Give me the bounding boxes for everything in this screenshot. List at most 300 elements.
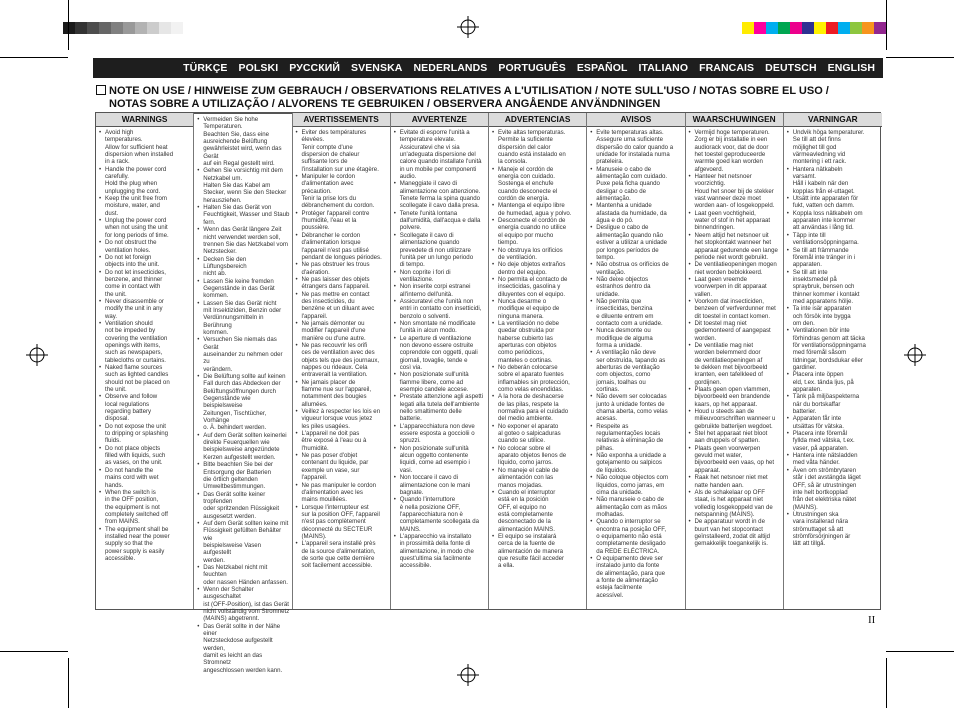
- list-item-text: Das Netzkabel nicht mit feuchten oder nassen Händen anfassen.: [203, 563, 288, 586]
- list-item: [492, 261, 585, 276]
- list-item-text: Decken Sie den Lüftungsbereich nicht ab.: [203, 255, 247, 278]
- list-item-text: No deje objetos extraños dentro del equipo.: [498, 261, 566, 276]
- list-item-text: Do not handle the mains cord with wet hands.: [105, 466, 159, 489]
- list-item-text: No maneje el cable de alimentación con las manos mojadas.: [498, 466, 559, 489]
- list-item-text: Do not obstruct the ventilation holes.: [105, 239, 157, 254]
- list-item-text: Non posizionate sull'unità fiamme libere, come ad esempio candele accese.: [399, 371, 469, 394]
- language-label: ENGLISH: [827, 62, 875, 74]
- list-item-text: L'appareil sera installé près de la source d'alimentation, de sorte que cette dernière soit facilement accessible.: [301, 540, 376, 570]
- calibration-swatch: [123, 22, 135, 34]
- list-item-text: Non smontate né modificate l'unità in alcun modo.: [399, 319, 476, 335]
- list-item-text: Non toccare il cavo di alimentazione con le mani bagnate.: [399, 474, 471, 496]
- list-item: [689, 408, 782, 430]
- list-item: [590, 129, 683, 166]
- calibration-swatch: [766, 22, 778, 34]
- list-item-text: Laat geen vreemde voorwerpen in dit apparaat vallen.: [694, 275, 767, 298]
- list-item-text: Gehen Sie vorsichtig mit dem Netzkabel um. Halten Sie das Kabel am Stecker, wenn Sie den Stecker herausziehen.: [203, 167, 287, 204]
- list-item: [492, 533, 585, 570]
- list-item: [689, 129, 782, 173]
- list-item: [590, 349, 683, 393]
- list-item-text: Neem altijd het netsnoer uit het stopkontakt wanneer het apparaat gedurende een lange periode niet wordt gebruikt.: [694, 231, 778, 261]
- list-item: [492, 202, 585, 217]
- list-item: [296, 408, 389, 430]
- list-item-text: Protéger l'appareil contre l'humidité, l'eau et la poussière.: [301, 209, 370, 232]
- list-item-text: Scollegate il cavo di alimentazione quando prevedete di non utilizzare l'unità per un lungo periodo di tempo.: [399, 231, 474, 269]
- list-item-text: Non posizionate sull'unità alcun oggetto contenente liquidi, come ad esempio i vasi.: [399, 444, 470, 474]
- list-item: [394, 129, 487, 180]
- warning-column: [194, 113, 292, 674]
- heading-line-1: NOTE ON USE / HINWEISE ZUM GEBRAUCH / OBSERVATIONS RELATIVES A L'UTILISATION / NOTE SULL'USO / NOTAS SOBRE EL USO /: [109, 85, 829, 97]
- list-item-text: No colocar sobre el aparato objetos llenos de líquido, como jarros.: [498, 444, 567, 467]
- list-item-text: Placera inte öppen eld, t.ex. tända ljus, på apparaten.: [792, 371, 854, 394]
- warnings-table: [95, 112, 881, 674]
- crop-mark: [68, 658, 69, 708]
- list-item: [197, 278, 290, 300]
- list-item: [99, 166, 192, 195]
- list-item: [197, 226, 290, 255]
- list-item: [787, 371, 881, 393]
- list-item-text: Halten Sie das Gerät von Feuchtigkeit, Wasser und Staub fern.: [203, 204, 290, 226]
- list-item-text: Ne pas laisser des objets étrangers dans l'appareil.: [301, 275, 370, 291]
- list-item-text: No obstruya los orificios de ventilación.: [498, 246, 563, 261]
- list-item: [492, 423, 585, 445]
- list-item: [787, 327, 881, 371]
- list-item-text: Vermeiden Sie hohe Temperaturen. Beachten Sie, dass eine ausreichende Belüftung gewährleistet wird, wenn das Gerät auf ein Regal gestellt wird.: [203, 116, 282, 168]
- list-item-text: L'apparecchiatura non deve essere esposta a gocciolii o spruzzi.: [399, 422, 475, 445]
- list-item: [197, 491, 290, 520]
- list-item: [787, 210, 881, 232]
- calibration-swatch: [135, 22, 147, 34]
- calibration-swatch: [63, 22, 75, 34]
- heading-line-2: NOTAS SOBRE A UTILIZAÇÃO / ALVORENS TE GEBRUIKEN / OBSERVERA ANGÅENDE ANVÄNDNINGEN: [109, 98, 661, 110]
- language-label: PORTUGUÊS: [498, 62, 566, 74]
- calibration-swatch: [778, 22, 790, 34]
- list-item: [492, 393, 585, 422]
- list-item: [197, 432, 290, 461]
- warning-column: [96, 113, 194, 609]
- list-item-text: Vermijd hoge temperaturen. Zorg er bij installatie in een audiorack voor, dat de door het toestel geproduceerde warmte goed kan worden afgevoerd.: [694, 129, 770, 173]
- list-item-text: Die Belüftung sollte auf keinen Fall durch das Abdecken der Belüftungsöffnungen durch Gegenstände wie beispielsweise Zeitungen, Tischtücher, Vorhänge o. Ä. behindert werden.: [203, 373, 286, 432]
- list-item: [689, 518, 782, 547]
- crop-mark: [0, 651, 68, 652]
- list-item-text: Ventilation should not be impeded by covering the ventilation openings with items, such as newspapers, tablecloths or curtains.: [105, 319, 168, 364]
- list-item: [197, 373, 290, 432]
- calibration-swatch: [111, 22, 123, 34]
- list-item: [296, 430, 389, 452]
- list-item: [689, 298, 782, 320]
- list-item-text: Ne pas poser d'objet contenant du liquide, par exemple un vase, sur l'appareil.: [301, 452, 369, 482]
- language-label: TÜRKÇE: [183, 62, 228, 74]
- list-item: [787, 467, 881, 511]
- list-item: [296, 342, 389, 379]
- list-item: [787, 430, 881, 452]
- calibration-swatch: [790, 22, 802, 34]
- list-item: [99, 254, 192, 269]
- list-item: [590, 423, 683, 452]
- list-item: [197, 586, 290, 623]
- list-item-text: Bitte beachten Sie bei der Entsorgung der Batterien die örtlich geltenden Umweltbestimmungen.: [203, 461, 274, 491]
- crop-mark: [886, 0, 887, 50]
- list-item-text: Mantenha a unidade afastada da humidade, da água e do pó.: [596, 202, 667, 225]
- list-item-text: Cuando el interruptor está en la posición OFF, el equipo no está completamente desconectado de la alimentación MAINS.: [498, 488, 556, 533]
- registration-mark-icon: [904, 344, 926, 366]
- list-item: [296, 210, 389, 232]
- list-item-text: Never disassemble or modify the unit in any way.: [105, 297, 164, 320]
- list-item-text: Se till att främmande föremål inte tränger in i apparaten.: [792, 246, 856, 269]
- list-item-text: Assicuratevi che l'unità non entri in contatto con insetticidi, benzolo o solventi.: [399, 297, 482, 320]
- page-number: II: [868, 614, 876, 626]
- list-item-text: Prestate attenzione agli aspetti legati alla tutela dell'ambiente nello smaltimento delle batterie.: [399, 393, 484, 423]
- list-item: [99, 129, 192, 166]
- list-item-text: Placera inte föremål fyllda med vätska, t.ex. vaser, på apparaten.: [792, 430, 855, 452]
- column-body: [686, 127, 783, 548]
- list-item: [99, 320, 192, 364]
- list-item: [590, 202, 683, 224]
- list-item: [689, 232, 782, 261]
- list-item-text: Ta inte isär apparaten och försök inte bygga om den.: [792, 305, 852, 327]
- list-item-text: Não coloque objectos com líquidos, como jarras, em cima da unidade.: [596, 474, 669, 496]
- list-item: [787, 269, 881, 306]
- section-heading: [96, 85, 886, 111]
- list-item: [590, 327, 683, 349]
- list-item-text: Als de schakelaar op OFF staat, is het apparaat niet volledig losgekoppeld van de netspanning (MAINS).: [694, 488, 773, 518]
- list-item-text: L'appareil ne doit pas être exposé à l'eau ou à l'humidité.: [301, 430, 367, 452]
- list-item: [492, 276, 585, 298]
- list-item: [296, 540, 389, 569]
- calibration-swatch: [814, 22, 826, 34]
- calibration-swatch: [838, 22, 850, 34]
- language-label: DEUTSCH: [765, 62, 817, 74]
- column-header: WAARSCHUWINGEN: [686, 113, 783, 127]
- list-item-text: Plaats geen voorwerpen gevuld met water, bijvoorbeeld een vaas, op het apparaat.: [694, 444, 775, 474]
- list-item: [689, 445, 782, 474]
- list-item: [787, 305, 881, 327]
- list-item-text: Eviter des températures élevées. Tenir compte d'une dispersion de chaleur suffisante lors de l'installation sur une étagère.: [301, 129, 379, 173]
- calibration-swatch: [159, 22, 171, 34]
- list-item-text: Não exponha a unidade a gotejamento ou salpicos de líquidos.: [596, 452, 667, 474]
- list-item-text: Avoid high temperatures. Allow for sufficient heat dispersion when installed in a rack.: [105, 129, 174, 166]
- list-item-text: El equipo se instalará cerca de la fuente de alimentación de manera que resulte fácil acceder a ella.: [498, 532, 565, 570]
- list-item: [296, 379, 389, 408]
- list-item-text: Nunca desarme o modifique el equipo de ninguna manera.: [498, 297, 560, 320]
- list-item-text: La ventilación no debe quedar obstruida por haberse cubierto las aperturas con objetos como periódicos, manteles o cortinas.: [498, 319, 559, 364]
- list-item-text: Do not place objects filled with liquids, such as vases, on the unit.: [105, 444, 166, 467]
- list-item: [99, 298, 192, 320]
- list-item-text: Não manuseie o cabo de alimentação com as mãos molhadas.: [596, 496, 668, 518]
- list-item-text: Se till att inte insektsmedel på spraybruk, bensen och thinner kommer i kontakt med apparatens hölje.: [792, 268, 860, 305]
- list-item-text: Koppla loss nätkabeln om apparaten inte kommer att användas i lång tid.: [792, 209, 863, 232]
- calibration-swatch: [850, 22, 862, 34]
- list-item: [689, 489, 782, 518]
- list-item-text: No exponer el aparato al goteo o salpicaduras cuando se utilice.: [498, 422, 561, 445]
- calibration-swatch: [754, 22, 766, 34]
- list-item-text: Observe and follow local regulations regarding battery disposal.: [105, 393, 158, 423]
- list-item-text: Do not expose the unit to dripping or splashing fluids.: [105, 422, 169, 445]
- list-item-text: Wenn das Gerät längere Zeit nicht verwendet werden soll, trennen Sie das Netzkabel vom Netzstecker.: [203, 226, 288, 256]
- list-item: [99, 217, 192, 239]
- list-item-text: Evite altas temperaturas. Permite la suficiente dispersión del calor cuando está instalado en la consola.: [498, 129, 566, 166]
- language-label: ITALIANO: [638, 62, 689, 74]
- list-item: [590, 496, 683, 518]
- column-body: [96, 127, 193, 562]
- list-item: [99, 445, 192, 467]
- list-item-text: Hantera inte nätsladden med våta händer.: [792, 452, 858, 467]
- warning-column: [489, 113, 587, 609]
- list-item-text: Täpp inte till ventilationsöppningarna.: [792, 231, 859, 247]
- list-item: [394, 371, 487, 393]
- warning-column: [587, 113, 685, 609]
- list-item: [492, 489, 585, 533]
- list-item: [394, 298, 487, 320]
- list-item-text: Maneggiate il cavo di alimentazione con attenzione. Tenete ferma la spina quando scollegate il cavo dalla presa.: [399, 180, 481, 210]
- list-item: [296, 129, 389, 173]
- checkbox-icon: [96, 85, 106, 95]
- list-item: [296, 452, 389, 481]
- list-item-text: No permita el contacto de insecticidas, gasolina y diluyentes con el equipo.: [498, 275, 568, 298]
- list-item: [296, 320, 389, 342]
- registration-mark-icon: [26, 344, 48, 366]
- list-item: [394, 496, 487, 533]
- list-item-text: Manipuler le cordon d'alimentation avec précaution. Tenir la prise lors du débranchement du cordon.: [301, 173, 375, 210]
- list-item: [689, 342, 782, 386]
- list-item: [394, 180, 487, 209]
- list-item: [296, 261, 389, 276]
- list-item: [590, 474, 683, 496]
- list-item: [787, 511, 881, 548]
- list-item: [394, 335, 487, 372]
- list-item: [590, 518, 683, 555]
- list-item: [394, 423, 487, 445]
- list-item-text: Plaats geen open vlammen, bijvoorbeeld een brandende kaars, op het apparaat.: [694, 386, 771, 408]
- list-item: [492, 364, 585, 393]
- column-header: VARNINGAR: [784, 113, 882, 127]
- list-item-text: Ne pas obstruer les trous d'aération.: [301, 261, 370, 276]
- list-item: [99, 423, 192, 445]
- list-item: [492, 445, 585, 467]
- list-item: [99, 467, 192, 489]
- list-item-text: Respeite as regulamentações locais relativas à eliminação de pilhas.: [596, 422, 664, 452]
- list-item: [689, 386, 782, 408]
- list-item-text: Débrancher le cordon d'alimentation lorsque l'appareil n'est pas utilisé pendant de longues périodes.: [301, 231, 382, 261]
- list-item-text: Do not let insecticides, benzene, and thinner come in contact with the unit.: [105, 268, 166, 298]
- list-item: [787, 247, 881, 269]
- list-item: [99, 364, 192, 393]
- list-item-text: Não permita que insecticidas, benzina e diluente entrem em contacto com a unidade.: [596, 297, 663, 327]
- list-item: [197, 204, 290, 226]
- list-item: [492, 166, 585, 203]
- list-item-text: De apparatuur wordt in de buurt van het stopcontact geïnstalleerd, zodat dit altijd gemakkelijk toegankelijk is.: [694, 518, 771, 548]
- list-item-text: Mantenga el equipo libre de humedad, agua y polvo.: [498, 202, 572, 217]
- list-item-text: Handle the power cord carefully. Hold the plug when unplugging the cord.: [105, 165, 167, 195]
- list-item: [492, 320, 585, 364]
- list-item-text: Quando o interruptor se encontra na posição OFF, o equipamento não está completamente desligado da REDE ELÉCTRICA.: [596, 518, 667, 555]
- column-header: ADVERTENCIAS: [489, 113, 586, 127]
- list-item-text: Quando l'interruttore è nella posizione OFF, l'apparecchiatura non è completamente scollegata da MAINS.: [399, 496, 480, 533]
- language-label: POLSKI: [238, 62, 279, 74]
- list-item: [394, 269, 487, 284]
- column-body: [293, 127, 390, 570]
- column-body: [587, 127, 684, 599]
- calibration-swatch: [171, 22, 183, 34]
- list-item-text: Ne jamais démonter ou modifier l'appareil d'une manière ou d'une autre.: [301, 319, 366, 342]
- crop-mark: [886, 658, 887, 708]
- list-item-text: Unplug the power cord when not using the unit for long periods of time.: [105, 217, 169, 239]
- list-item: [689, 430, 782, 445]
- list-item: [787, 166, 881, 195]
- list-item: [787, 129, 881, 166]
- list-item-text: Evitate di esporre l'unità a temperature elevate. Assicuratevi che vi sia un'adeguata dispersione del calore quando installate l'unità in un mobile per componenti audio.: [399, 129, 482, 181]
- list-item: [787, 232, 881, 247]
- list-item-text: De ventilatieopeningen mogen niet worden beblokkeerd.: [694, 261, 777, 276]
- list-item-text: Não obstrua os orifícios de ventilação.: [596, 261, 669, 276]
- list-item: [296, 276, 389, 291]
- list-item-text: Não devem ser colocadas junto à unidade fontes de chama aberta, como velas acesas.: [596, 393, 668, 423]
- list-item: [394, 210, 487, 232]
- crop-mark: [68, 0, 69, 50]
- calibration-swatch: [874, 22, 886, 34]
- list-item: [197, 256, 290, 278]
- list-item-text: Keep the unit free from moisture, water, and dust.: [105, 195, 167, 217]
- list-item: [197, 300, 290, 337]
- list-item: [394, 393, 487, 422]
- warning-column: [293, 113, 391, 609]
- list-item-text: Evite temperaturas altas. Assegure uma suficiente dispersão do calor quando a unidade for instalada numa prateleira.: [596, 129, 674, 166]
- list-item-text: The equipment shall be installed near the power supply so that the power supply is easily accessible.: [105, 525, 170, 562]
- list-item: [590, 298, 683, 327]
- column-header: AVERTISSEMENTS: [293, 113, 390, 127]
- gray-calibration-bar: [63, 22, 183, 34]
- list-item-text: Stel het apparaat niet bloot aan druppels of spatten.: [694, 430, 768, 445]
- list-item-text: Ne pas manipuler le cordon d'alimentation avec les mains mouillées.: [301, 481, 377, 504]
- list-item: [689, 210, 782, 232]
- list-item-text: Non inserite corpi estranei all'interno dell'unità.: [399, 283, 471, 298]
- list-item: [296, 173, 389, 210]
- calibration-swatch: [87, 22, 99, 34]
- list-item-text: Undvik höga temperaturer. Se till att det finns möjlighet till god värmeavledning vid montering i ett rack.: [792, 129, 865, 166]
- list-item-text: Raak het netsnoer niet met natte handen aan.: [694, 474, 768, 489]
- list-item: [197, 623, 290, 674]
- list-item-text: Voorkom dat insecticiden, benzeen of verfverdunner met dit toestel in contact komen.: [694, 297, 776, 320]
- warning-column: [784, 113, 882, 609]
- language-label: РУССКИЙ: [289, 62, 340, 74]
- list-item: [296, 232, 389, 261]
- list-item: [99, 526, 192, 563]
- calibration-swatch: [99, 22, 111, 34]
- list-item-text: When the switch is in the OFF position, the equipment is not completely switched off from MAINS.: [105, 488, 168, 526]
- list-item-text: Maneje el cordón de energía con cuidado. Sostenga el enchufe cuando desconecte el cordón de energía.: [498, 165, 558, 203]
- list-item: [590, 276, 683, 298]
- list-item: [689, 173, 782, 210]
- list-item: [296, 504, 389, 541]
- list-item-text: Wenn der Schalter ausgeschaltet ist (OFF-Position), ist das Gerät nicht vollständig vom Stromnetz (MAINS) abgetrennt.: [203, 586, 290, 623]
- list-item-text: Desconecte el cordón de energía cuando no utilice el equipo por mucho tiempo.: [498, 217, 567, 247]
- list-item: [394, 474, 487, 496]
- list-item: [99, 239, 192, 254]
- warning-column: [686, 113, 784, 609]
- list-item-text: No deberán colocarse sobre el aparato fuentes inflamables sin protección, como velas encendidas.: [498, 364, 570, 394]
- list-item: [689, 474, 782, 489]
- list-item-text: O equipamento deve ser instalado junto da fonte de alimentação, para que a fonte de alimentação esteja facilmente acessível.: [596, 554, 666, 599]
- list-item-text: Tänk på miljöaspekterna när du bortskaffar batterier.: [792, 393, 860, 416]
- list-item-text: Ventilationen bör inte förhindras genom att täcka för ventilationsöppningarna med föremål såsom tidningar, bordsdukar eller gardiner.: [792, 327, 866, 371]
- list-item: [197, 336, 290, 373]
- list-item: [492, 467, 585, 489]
- column-header: WARNINGS: [96, 113, 193, 127]
- list-item: [99, 393, 192, 422]
- list-item-text: Das Gerät sollte in der Nähe einer Netzsteckdose aufgestellt werden, damit es leicht an das Stromnetz angeschlossen werden kann.: [203, 622, 283, 674]
- calibration-swatch: [75, 22, 87, 34]
- list-item-text: Även om strömbrytaren står i det avstängda läget OFF, så är utrustningen inte helt bortkopplad från det elektriska nätet (MAINS).: [792, 466, 861, 511]
- list-item: [296, 291, 389, 320]
- list-item: [590, 261, 683, 276]
- list-item-text: Versuchen Sie niemals das Gerät auseinander zu nehmen oder zu verändern.: [203, 336, 283, 373]
- language-label: ESPAÑOL: [576, 62, 628, 74]
- list-item-text: L'apparecchio va installato in prossimità della fonte di alimentazione, in modo che quest'ultima sia facilmente accessibile.: [399, 532, 474, 570]
- column-body: [784, 127, 882, 548]
- registration-mark-icon: [457, 664, 479, 686]
- list-item-text: Auf dem Gerät sollten keinerlei direkte Feuerquellen wie beispielsweise angezündete Kerzen aufgestellt werden.: [203, 431, 287, 461]
- language-label: SVENSKA: [351, 62, 403, 74]
- list-item-text: A la hora de deshacerse de las pilas, respete la normativa para el cuidado del medio ambiente.: [498, 393, 569, 423]
- list-item: [492, 129, 585, 166]
- crop-mark: [886, 57, 954, 58]
- list-item-text: Lorsque l'interrupteur est sur la position OFF, l'appareil n'est pas complètement déconnecté du SECTEUR (MAINS).: [301, 503, 380, 540]
- calibration-swatch: [742, 22, 754, 34]
- warning-column: [391, 113, 489, 609]
- list-item-text: A ventilação não deve ser obstruída, tapando as aberturas de ventilação com objectos, como jornais, toalhas ou cortinas.: [596, 349, 666, 394]
- list-item-text: Hanteer het netsnoer voorzichtig. Houd het snoer bij de stekker vast wanneer deze moet worden aan- of losgekoppeld.: [694, 173, 775, 210]
- calibration-swatch: [147, 22, 159, 34]
- list-item: [590, 224, 683, 261]
- list-item-text: Dit toestel mag niet gedemonteerd of aangepast worden.: [694, 319, 771, 342]
- list-item: [99, 269, 192, 298]
- language-label: NEDERLANDS: [413, 62, 488, 74]
- list-item: [99, 489, 192, 526]
- list-item-text: Lassen Sie keine fremden Gegenstände in das Gerät kommen.: [203, 277, 275, 300]
- list-item-text: Ne pas mettre en contact des insecticides, du benzène et un diluant avec l'appareil.: [301, 290, 375, 320]
- list-item-text: Auf dem Gerät sollten keine mit Flüssigkeit gefüllten Behälter wie beispielsweise Vasen aufgestellt werden.: [203, 519, 289, 564]
- list-item: [689, 320, 782, 342]
- list-item: [787, 195, 881, 210]
- list-item: [99, 195, 192, 217]
- list-item-text: Lassen Sie das Gerät nicht mit Insektiziden, Benzin oder Verdünnungsmitteln in Berührung kommen.: [203, 299, 282, 336]
- language-label: FRANCAIS: [699, 62, 755, 74]
- list-item-text: Não deixe objectos estranhos dentro da unidade.: [596, 275, 651, 298]
- calibration-swatch: [802, 22, 814, 34]
- column-header: AVVERTENZE: [391, 113, 488, 127]
- list-item-text: Laat geen vochtigheid, water of stof in het apparaat binnendringen.: [694, 209, 771, 232]
- list-item: [394, 232, 487, 269]
- list-item: [590, 555, 683, 599]
- list-item: [492, 298, 585, 320]
- list-item: [197, 461, 290, 490]
- list-item-text: Utsätt inte apparaten för fukt, vatten och damm.: [792, 195, 859, 210]
- list-item-text: Naked flame sources such as lighted candles should not be placed on the unit.: [105, 364, 170, 394]
- list-item: [197, 564, 290, 586]
- column-header: AVISOS: [587, 113, 684, 127]
- list-item: [197, 167, 290, 204]
- list-item: [394, 445, 487, 474]
- registration-mark-icon: [457, 16, 479, 38]
- list-item-text: Do not let foreign objects into the unit.: [105, 253, 160, 269]
- list-item: [590, 452, 683, 474]
- list-item: [787, 415, 881, 430]
- list-item: [197, 520, 290, 564]
- list-item: [296, 482, 389, 504]
- list-item-text: Non coprite i fori di ventilazione.: [399, 268, 451, 283]
- column-body: [489, 127, 586, 570]
- list-item: [590, 393, 683, 422]
